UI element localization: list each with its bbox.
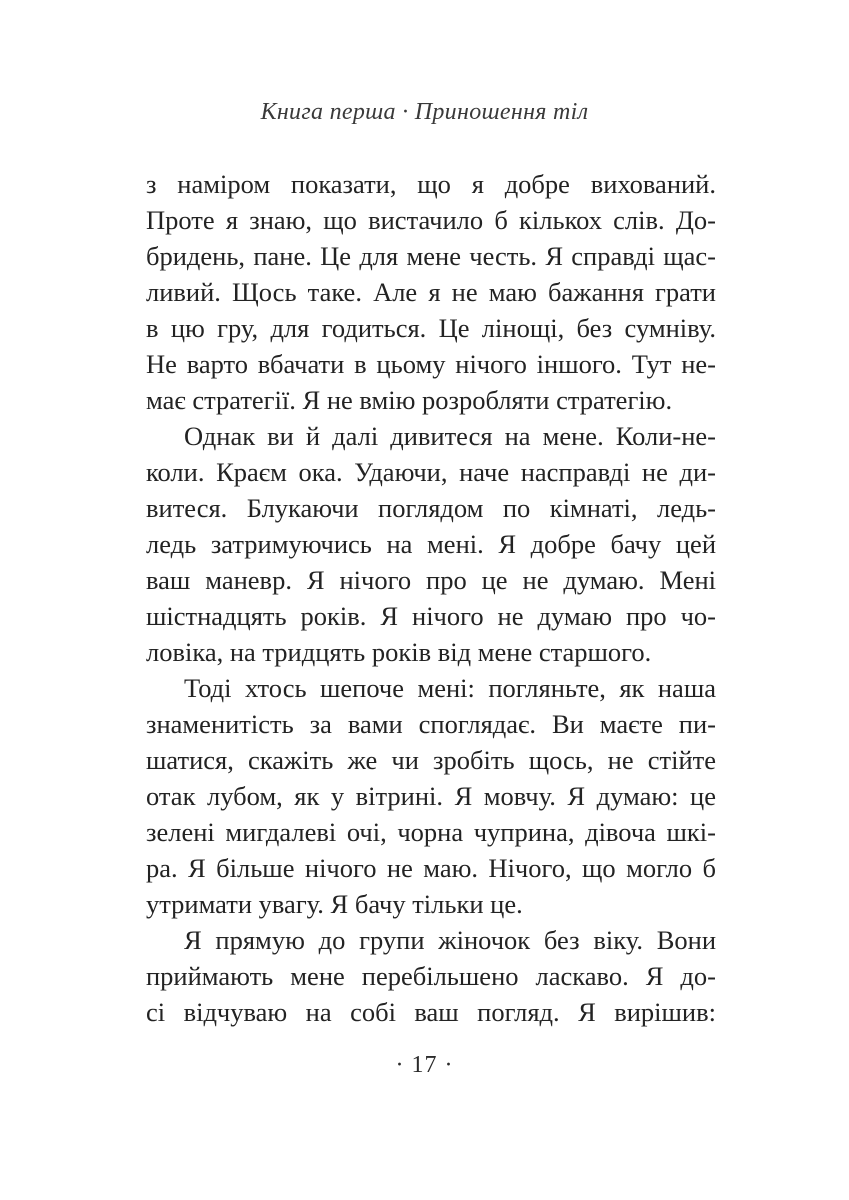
text-line: витеся. Блукаючи поглядом по кімнаті, ледь- [146, 493, 716, 523]
text-line: бридень, пане. Це для мене честь. Я справді щас- [146, 241, 716, 271]
page-number: · 17 · [395, 1052, 454, 1078]
text-line: Я прямую до групи жіночок без віку. Вони [184, 925, 716, 955]
text-block [146, 166, 716, 1030]
text-line: шістнадцять років. Я нічого не думаю про чо- [146, 601, 716, 631]
text-line: ледь затримуючись на мені. Я добре бачу цей [146, 529, 716, 559]
text-line: сі відчуваю на собі ваш погляд. Я вирішив: [146, 997, 716, 1027]
paragraph [146, 922, 716, 1030]
text-line: зелені мигдалеві очі, чорна чуприна, дівоча шкі- [146, 817, 716, 847]
text-line: Однак ви й далі дивитеся на мене. Коли-не- [184, 421, 716, 451]
text-line: шатися, скажіть же чи зробіть щось, не стійте [146, 745, 716, 775]
paragraph [146, 670, 716, 922]
text-line: Тоді хтось шепоче мені: погляньте, як наша [184, 673, 716, 703]
text-line: має стратегії. Я не вмію розробляти стратегію. [146, 385, 673, 415]
text-line: отак лубом, як у вітрині. Я мовчу. Я думаю: це [146, 781, 716, 811]
text-line: Проте я знаю, що вистачило б кількох слів. До- [146, 205, 716, 235]
text-line: ловіка, на тридцять років від мене старшого. [146, 637, 652, 667]
text-line: в цю гру, для годиться. Це лінощі, без сумніву. [146, 313, 716, 343]
text-line: ливий. Щось таке. Але я не маю бажання грати [146, 277, 716, 307]
text-line: коли. Краєм ока. Удаючи, наче насправді не ди- [146, 457, 716, 487]
paragraph [146, 418, 716, 670]
running-header: Книга перша · Приношення тіл [260, 99, 589, 125]
text-line: з наміром показати, що я добре вихований. [146, 169, 716, 199]
text-line: приймають мене перебільшено ласкаво. Я до- [146, 961, 716, 991]
text-line: знаменитість за вами споглядає. Ви маєте пи- [146, 709, 716, 739]
text-line: ваш маневр. Я нічого про це не думаю. Мені [146, 565, 716, 595]
text-line: утримати увагу. Я бачу тільки це. [146, 889, 523, 919]
text-line: Не варто вбачати в цьому нічого іншого. Тут не- [146, 349, 716, 379]
text-line: ра. Я більше нічого не маю. Нічого, що могло б [146, 853, 716, 883]
paragraph [146, 166, 716, 418]
